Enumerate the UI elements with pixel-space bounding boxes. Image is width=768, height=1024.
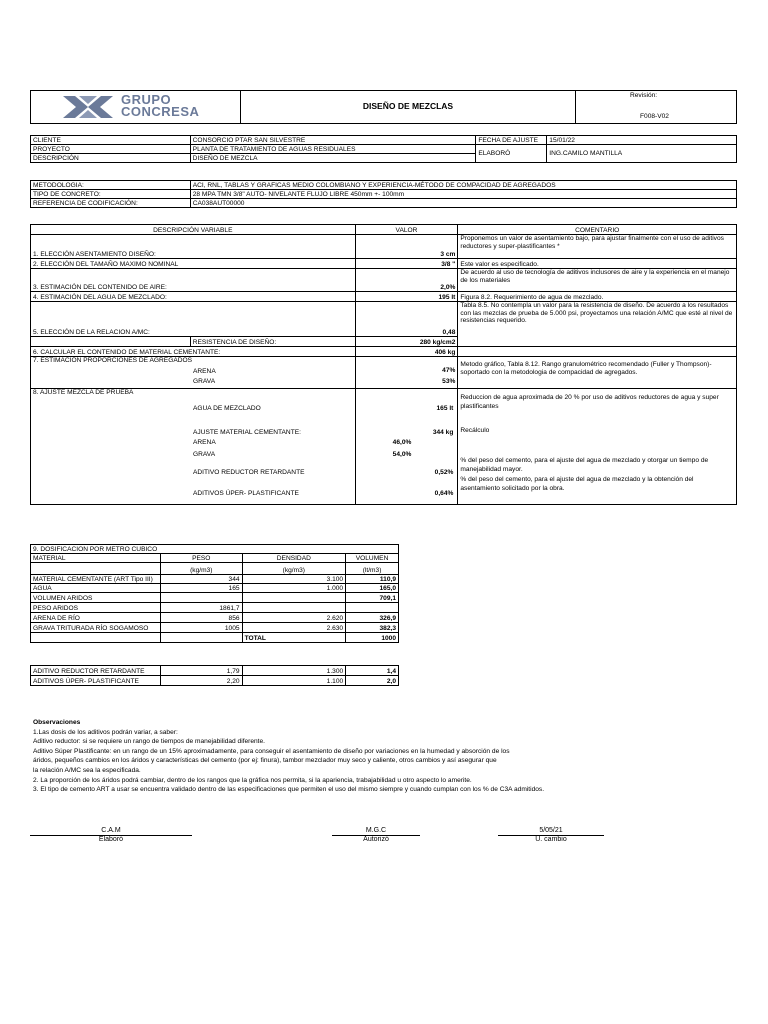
row8-aditivo-reductor-value: 0,52% xyxy=(434,469,454,476)
row2-label: 2. ELECCIÓN DEL TAMAÑO MAXIMO NOMINAL xyxy=(31,259,356,269)
resistencia-label: RESISTENCIA DE DISEÑO: xyxy=(190,337,355,347)
referencia-label: REFERENCIA DE CODIFICACIÓN: xyxy=(31,199,191,208)
total-label: TOTAL xyxy=(242,633,346,643)
aditivos-table xyxy=(30,665,399,686)
row7-arena-value: 47% xyxy=(442,367,456,374)
fecha-value: 15/01/22 xyxy=(547,136,737,145)
aditivo-volumen: 1,4 xyxy=(346,666,399,676)
row8-agua-value: 165 lt xyxy=(436,405,454,412)
aditivo-densidad: 1.100 xyxy=(242,676,346,686)
col-volumen: VOLUMEN xyxy=(346,554,399,563)
material-peso: 856 xyxy=(160,613,242,623)
logo-line-1: GRUPO xyxy=(121,92,172,107)
obs-line-7: 3. El tipo de cemento ART a usar se encuentra validado dentro de las especificaciones que permiten el uso del mismo siempre y cuando cumplan con los % de C3A admitidos. xyxy=(33,786,545,794)
row8-cell xyxy=(31,389,356,505)
signature-elaboro xyxy=(30,827,192,843)
material-name: MATERIAL CEMENTANTE (ART Tipo III) xyxy=(31,575,161,584)
row3-comment: De acuerdo al uso de tecnología de aditivos inclusores de aire y la experiencia en el manejo de los materiales xyxy=(458,269,737,292)
signature-cambio-label: U. cambio xyxy=(498,835,604,843)
material-densidad: 2.630 xyxy=(242,623,346,633)
cliente-label: CLIENTE xyxy=(31,136,191,145)
row7-values xyxy=(355,357,458,389)
document-code: F008-V02 xyxy=(640,113,669,120)
logo-line-2: CONCRESA xyxy=(121,104,200,119)
obs-line-3: Aditivo Súper Plastificante: en un rango de un 15% aproximadamente, para conseguir el asentamiento de diseño por variaciones en la humedad y absorción de los xyxy=(33,747,510,755)
table-row xyxy=(31,676,399,686)
table-row xyxy=(31,623,399,633)
unit-volumen: (lt/m3) xyxy=(346,563,399,575)
aditivo-peso: 1,79 xyxy=(160,666,242,676)
metodologia-label: METODOLOGIA: xyxy=(31,181,191,190)
col-material: MATERIAL xyxy=(31,554,161,563)
referencia-value: CA038AUT00000 xyxy=(190,199,736,208)
tipo-concreto-label: TIPO DE CONCRETO: xyxy=(31,190,191,199)
total-value: 1000 xyxy=(346,633,399,643)
dosificacion-title: 9. DOSIFICACION POR METRO CUBICO xyxy=(31,545,399,554)
observaciones xyxy=(33,718,743,795)
table-row xyxy=(31,603,399,613)
row8-grava-value: 54,0% xyxy=(392,451,412,458)
aditivo-name: ADITIVO REDUCTOR RETARDANTE xyxy=(31,666,161,676)
resistencia-value: 280 kg/cm2 xyxy=(355,337,458,347)
method-table xyxy=(30,180,737,208)
aditivo-name: ADITIVOS ÚPER- PLASTIFICANTE xyxy=(31,676,161,686)
obs-line-2: Aditivo reductor: si se requiere un rango de tiempos de manejabilidad diferente. xyxy=(33,738,266,746)
table-row xyxy=(31,584,399,593)
unit-densidad: (kg/m3) xyxy=(242,563,346,575)
signature-cambio xyxy=(498,827,604,843)
row8-arena-value: 46,0% xyxy=(392,439,412,446)
col-header-descripcion: DESCRIPCIÓN VARIABLE xyxy=(31,225,356,235)
row5-value: 0,48 xyxy=(355,302,458,337)
dosificacion-table xyxy=(30,544,399,643)
material-densidad: 2.620 xyxy=(242,613,346,623)
aditivo-densidad: 1.300 xyxy=(242,666,346,676)
material-peso: 344 xyxy=(160,575,242,584)
concresa-logo-icon xyxy=(61,94,115,120)
row8-values xyxy=(355,389,458,505)
row4-comment: Figura 8.2. Requerimiento de agua de mezclado. xyxy=(458,292,737,302)
elaboro-value: ING.CAMILO MANTILLA xyxy=(547,145,737,163)
descripcion-label: DESCRIPCIÓN xyxy=(31,154,191,163)
signature-elaboro-name: C.A.M xyxy=(101,827,121,834)
row6-value: 406 kg xyxy=(355,347,458,357)
row2-comment: Este valor es especificado. xyxy=(458,259,737,269)
material-name: GRAVA TRITURADA RÍO SOGAMOSO xyxy=(31,623,161,633)
elaboro-label: ELABORÓ xyxy=(476,145,547,163)
row3-label: 3. ESTIMACIÓN DEL CONTENIDO DE AIRE: xyxy=(31,269,356,292)
row4-label: 4. ESTIMACIÓN DEL AGUA DE MEZCLADO: xyxy=(31,292,356,302)
aditivo-peso: 2,20 xyxy=(160,676,242,686)
info-table xyxy=(30,135,737,163)
row6-label: 6. CALCULAR EL CONTENIDO DE MATERIAL CEMENTANTE: xyxy=(31,347,356,357)
obs-line-4: áridos, pequeños cambios en los áridos y características del cemento (por ej: finura), tambor mezclador muy seco y caliente, otros cambios y así asegurar que xyxy=(33,757,497,765)
fecha-label: FECHA DE AJUSTE xyxy=(476,136,547,145)
tipo-concreto-value: 28 MPA TMN 3/8" AUTO- NIVELANTE FLUJO LIBRE 450mm +- 100mm xyxy=(190,190,736,199)
row7-grava: GRAVA xyxy=(193,378,216,385)
material-peso: 165 xyxy=(160,584,242,593)
observaciones-title: Observaciones xyxy=(33,719,81,726)
row1-value: 3 cm xyxy=(355,235,458,259)
metodologia-value: ACI, RNL, TABLAS Y GRAFICAS MEDIO COLOMBIANO Y EXPERIENCIA-MÉTODO DE COMPACIDAD DE AGREGADOS xyxy=(190,181,736,190)
signature-elaboro-label: Elaboró xyxy=(30,835,192,843)
row3-value: 2,0% xyxy=(355,269,458,292)
proyecto-value: PLANTA DE TRATAMIENTO DE AGUAS RESIDUALES xyxy=(190,145,476,154)
material-peso: 1861,7 xyxy=(160,603,242,613)
row8-cementante: AJUSTE MATERIAL CEMENTANTE: xyxy=(193,429,301,436)
material-densidad xyxy=(242,593,346,603)
material-volumen: 326,9 xyxy=(346,613,399,623)
row7-comment: Metodo gráfico, Tabla 8.12. Rango granulométrico recomendado (Fuller y Thompson)- soportado con la metodologia de compacidad de agregados. xyxy=(458,357,737,389)
col-header-comentario: COMENTARIO xyxy=(458,225,737,235)
signature-autorizo xyxy=(332,827,420,843)
header-divider-2 xyxy=(575,90,576,124)
signature-autorizo-name: M.G.C xyxy=(365,827,387,834)
design-table xyxy=(30,224,737,505)
row8-grava: GRAVA xyxy=(193,451,216,458)
material-name: VOLUMEN ARIDOS xyxy=(31,593,161,603)
company-logo-text xyxy=(121,94,199,118)
row8-aditivo-super-comment: % del peso del cemento, para el ajuste del agua de mezclado y la obtención del asentamiento solicitado por la obra. xyxy=(460,476,694,492)
material-peso xyxy=(160,593,242,603)
material-name: ARENA DE RÍO xyxy=(31,613,161,623)
row8-agua: AGUA DE MEZCLADO xyxy=(193,405,261,412)
descripcion-value: DISEÑO DE MEZCLA xyxy=(190,154,476,163)
row4-value: 195 lt xyxy=(355,292,458,302)
row7-arena: ARENA xyxy=(193,367,216,375)
table-row xyxy=(31,593,399,603)
row8-cementante-value: 344 kg xyxy=(432,429,454,436)
material-densidad: 3.100 xyxy=(242,575,346,584)
row5-comment: Tabla 8.5. No contempla un valor para la resistencia de diseño. De acuerdo a los resultados con las mezclas de prueba de 5.000 psi, proyectamos una relación A/MC que esté al nivel de resistencias requerido. xyxy=(458,302,737,347)
row8-comments xyxy=(458,389,737,505)
row2-value: 3/8 '' xyxy=(355,259,458,269)
material-peso: 1005 xyxy=(160,623,242,633)
material-volumen: 709,1 xyxy=(346,593,399,603)
row8-aditivo-reductor-comment: % del peso del cemento, para el ajuste del agua de mezclado y otorgar un tiempo de manejabilidad mayor. xyxy=(460,457,709,473)
row8-arena: ARENA xyxy=(193,439,216,446)
row7-label: 7. ESTIMACION PROPORCIONES DE AGREGADOS xyxy=(33,357,193,364)
row5-label: 5. ELECCIÓN DE LA RELACION A/MC: xyxy=(31,302,356,337)
obs-line-5: la relación A/MC sea la especificada. xyxy=(33,766,141,774)
row7-grava-value: 53% xyxy=(442,377,456,385)
row7-cell xyxy=(31,357,356,389)
table-row xyxy=(31,613,399,623)
proyecto-label: PROYECTO xyxy=(31,145,191,154)
material-densidad: 1.000 xyxy=(242,584,346,593)
row8-agua-comment: Reduccion de agua aproximada de 20 % por uso de aditivos reductores de agua y super plastificantes xyxy=(460,394,719,410)
material-volumen: 110,9 xyxy=(346,575,399,584)
row1-comment: Proponemos un valor de asentamiento bajo, para ajustar finalmente con el uso de aditivos reductores y super-plastificantes * xyxy=(458,235,737,259)
table-row xyxy=(31,666,399,676)
material-densidad xyxy=(242,603,346,613)
document-title: DISEÑO DE MEZCLAS xyxy=(362,101,454,111)
row8-label: 8. AJUSTE MEZCLA DE PRUEBA xyxy=(33,389,134,396)
col-densidad: DENSIDAD xyxy=(242,554,346,563)
signature-cambio-date: 5/05/21 xyxy=(539,827,563,834)
col-header-valor: VALOR xyxy=(355,225,458,235)
signature-autorizo-label: Autorizó xyxy=(332,835,420,843)
revision-label: Revisión: xyxy=(630,92,658,99)
material-name: AGUA xyxy=(31,584,161,593)
obs-line-1: 1.Las dosis de los aditivos podrán variar, a saber: xyxy=(33,728,178,736)
material-volumen: 165,0 xyxy=(346,584,399,593)
cliente-value: CONSORCIO PTAR SAN SILVESTRE xyxy=(190,136,476,145)
row1-label: 1. ELECCIÓN ASENTAMIENTO DISEÑO: xyxy=(31,235,356,259)
col-peso: PESO xyxy=(160,554,242,563)
aditivo-volumen: 2,0 xyxy=(346,676,399,686)
row8-aditivo-super: ADITIVOS ÚPER- PLASTIFICANTE xyxy=(193,490,299,497)
row8-cementante-comment: Recálculo xyxy=(460,427,490,434)
material-name: PESO ARIDOS xyxy=(31,603,161,613)
table-row xyxy=(31,575,399,584)
material-volumen: 382,3 xyxy=(346,623,399,633)
row8-aditivo-reductor: ADITIVO REDUCTOR RETARDANTE xyxy=(193,469,305,476)
material-volumen xyxy=(346,603,399,613)
unit-peso: (kg/m3) xyxy=(160,563,242,575)
obs-line-6: 2. La proporción de los áridos podrá cambiar, dentro de los rangos que la gráfica nos permita, si la apariencia, trabajabilidad u otro aspecto lo amerite. xyxy=(33,776,472,784)
row8-aditivo-super-value: 0,64% xyxy=(434,490,454,497)
